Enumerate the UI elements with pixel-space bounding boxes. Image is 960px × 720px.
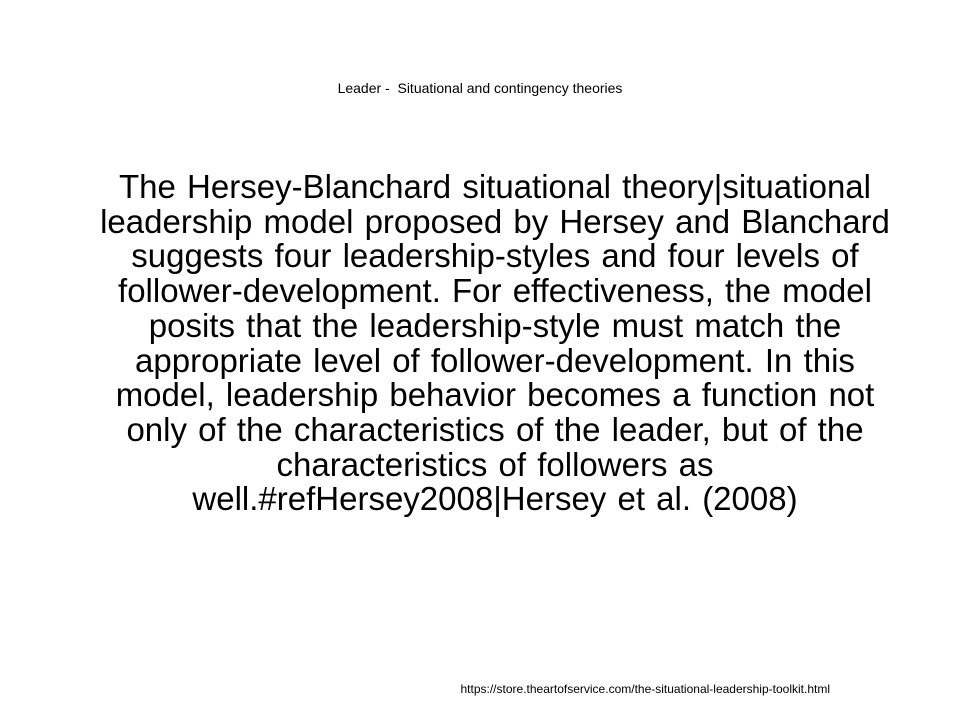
source-url-footer: https://store.theartofservice.com/the-situational-leadership-toolkit.html [460,682,830,696]
slide-header: Leader - Situational and contingency theories [337,80,623,96]
slide-body-text: The Hersey-Blanchard situational theory|situational leadership model proposed by Hersey and Blanchard suggests four leadership-styles and four levels of follower-development. For effectiveness, the model posits that the leadership-style must match the appropriate level of follower-development. In this model, leadership behavior becomes a function not only of the characteristics of the leader, but of the characteristics of followers as well.#refHersey2008|Hersey et al. (2008) [100,168,890,518]
